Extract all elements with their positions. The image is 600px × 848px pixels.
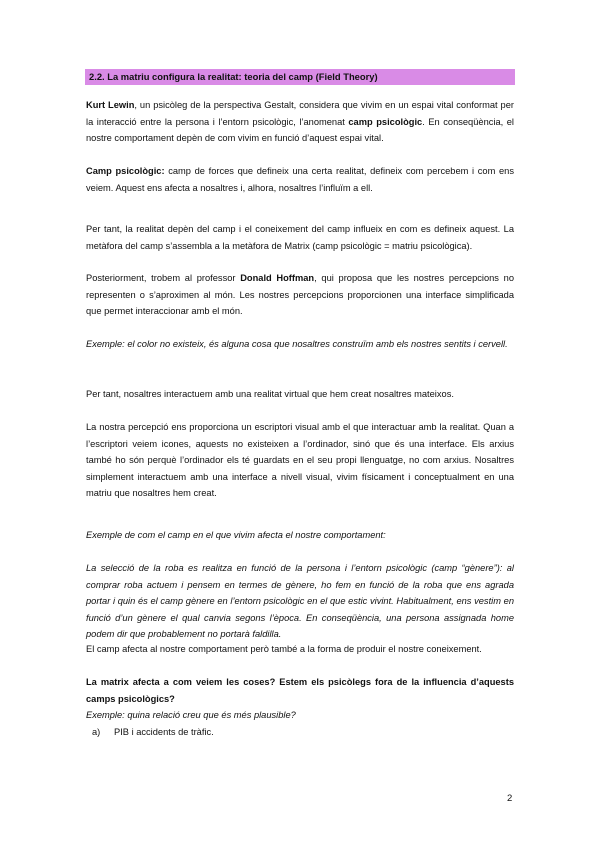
- page-number: 2: [507, 793, 513, 804]
- paragraph-example-roba: La selecció de la roba es realitza en funció de la persona i l’entorn psicològic (camp “gènere”): al comprar roba actuem i pensem en termes de gènere, ho fem en funció de la roba que ens agrada portar i quin és el camp gènere en l’entorn psicològic en el que estic vivint. Habitualment, ens vestim en funció d’un gènere el qual canvia segons l’època. En conseqüència, una persona assignada home podem dir que probablement no portarà faldilla.: [86, 563, 514, 640]
- section-heading: 2.2. La matriu configura la realitat: teoria del camp (Field Theory): [89, 71, 378, 82]
- paragraph-example-color: Exemple: el color no existeix, és alguna cosa que nosaltres construïm amb els nostres sentits i cervell.: [86, 339, 508, 349]
- paragraph-realitat-virtual: Per tant, nosaltres interactuem amb una realitat virtual que hem creat nosaltres mateixos.: [86, 389, 454, 399]
- paragraph-example-intro: Exemple de com el camp en el que vivim afecta el nostre comportament:: [86, 530, 386, 540]
- list-marker: a): [92, 727, 101, 737]
- paragraph-realitat: Per tant, la realitat depèn del camp i el coneixement del camp influeix en com es defineix aquest. La metàfora del camp s’assembla a la metàfora de Matrix (camp psicològic = matriu psicològica).: [86, 224, 514, 251]
- paragraph-camp-coneixement: El camp afecta al nostre comportament però també a la forma de produir el nostre coneixement.: [86, 644, 482, 654]
- paragraph-question: La matrix afecta a com veiem les coses? Estem els psicòlegs fora de la influencia d’aquests camps psicològics?: [86, 677, 514, 704]
- paragraph-escriptori: La nostra percepció ens proporciona un escriptori visual amb el que interactuar amb la realitat. Quan a l’escriptori veiem icones, aquests no existeixen a l’ordinador, sinó que és una interface. Els arxius també ho són perquè l’ordinador els té guardats en el seu propi llenguatge, no com arxius. Nosaltres simplement interactuem amb una interface a nivell visual, vivim físicament i conceptualment en una matriu que nosaltres hem creat.: [86, 422, 514, 499]
- text: Posteriorment, trobem al professor: [86, 273, 241, 283]
- text: , qui proposa que les nostres percepcions no representen o s’aproximen al món. Les nostres percepcions proporcionen una interface simplificada que permet interaccionar amb el món.: [86, 273, 514, 317]
- text: , un psicòleg de la perspectiva Gestalt, considera que vivim en un espai vital conformat per la interacció entre la persona i l’entorn psicològic, l’anomenat: [86, 100, 514, 127]
- text: . En conseqüència, el nostre comportament depèn de com vivim en funció d’aquest espai vital.: [86, 116, 514, 144]
- list-item: [92, 724, 214, 740]
- section-heading-highlight: [85, 69, 515, 85]
- bold-term: Camp psicològic:: [86, 166, 165, 176]
- bold-name: Kurt Lewin: [86, 100, 135, 110]
- bold-term: camp psicològic: [348, 116, 423, 127]
- bold-name: Donald Hoffman: [240, 273, 315, 283]
- paragraph-camp-definition: [86, 163, 514, 196]
- text: camp de forces que defineix una certa realitat, defineix com percebem i com ens veiem. Aquest ens afecta a nosaltres i, alhora, nosaltres l’influïm a ell.: [86, 166, 514, 193]
- paragraph-hoffman: [86, 270, 514, 320]
- paragraph-question-example: Exemple: quina relació creu que és més plausible?: [86, 710, 296, 720]
- list-item-text: PIB i accidents de tràfic.: [114, 727, 214, 737]
- paragraph-kurt-lewin: [86, 97, 514, 147]
